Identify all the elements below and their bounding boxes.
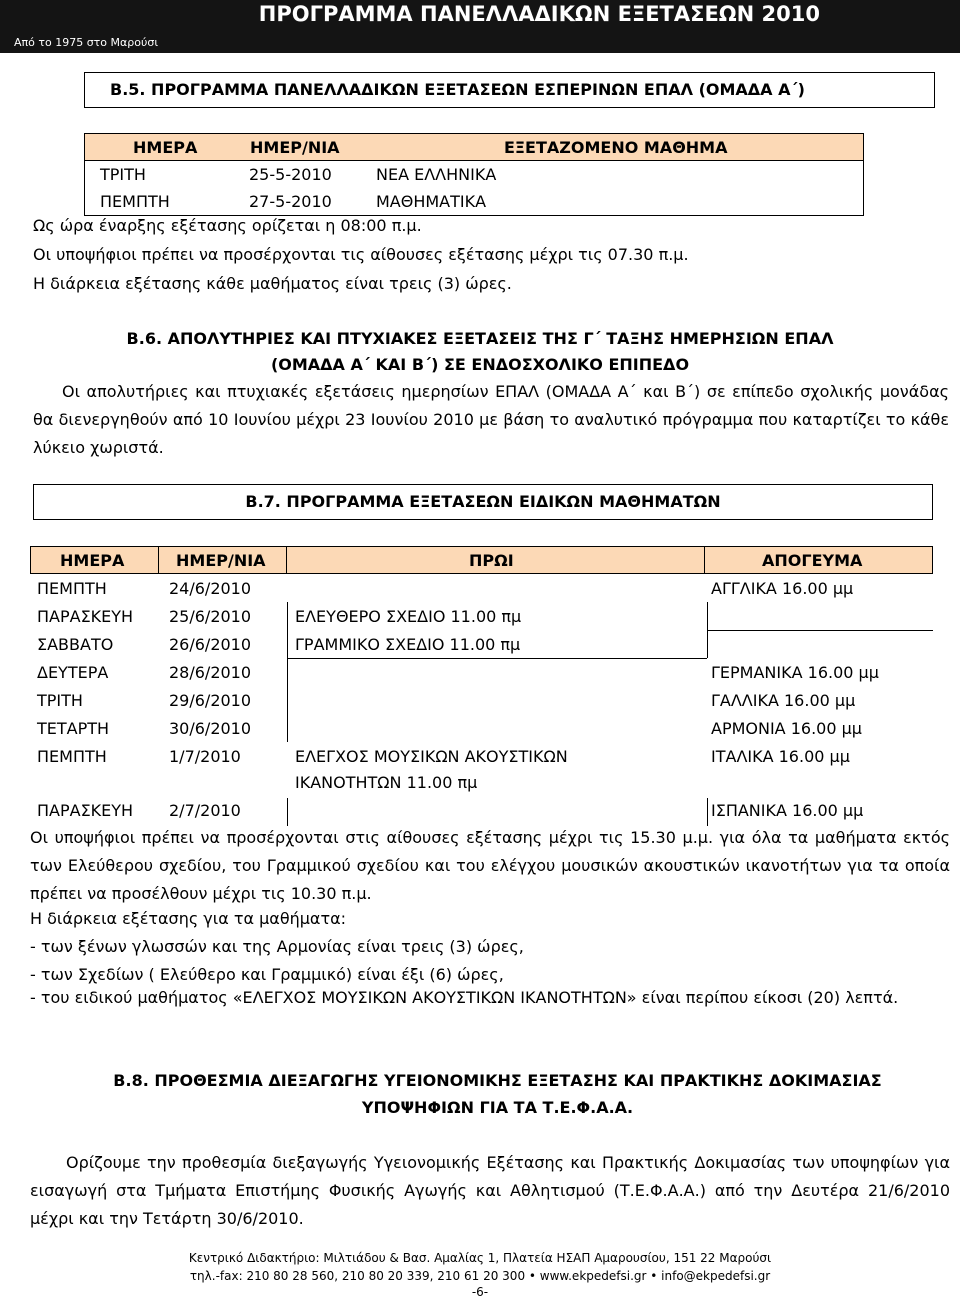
- b7-col-day: ΗΜΕΡΑ: [60, 551, 125, 570]
- footer-address: Κεντρικό Διδακτήριο: Μιλτιάδου & Βασ. Αμαλίας 1, Πλατεία ΗΣΑΠ Αμαρουσίου, 151 22 Μαρούσι: [188, 1251, 772, 1265]
- grid-line: [707, 630, 933, 631]
- grid-line: [287, 602, 288, 658]
- b5-table-body: ΤΡΙΤΗ 25-5-2010 ΝΕΑ ΕΛΛΗΝΙΚΑ ΠΕΜΠΤΗ 27-5-2010 ΜΑΘΗΜΑΤΙΚΑ: [84, 161, 864, 216]
- grid-line: [707, 798, 708, 826]
- b5-note-duration: Η διάρκεια εξέτασης κάθε μαθήματος είναι τρεις (3) ώρες.: [33, 274, 512, 293]
- section-b7-title: Β.7. ΠΡΟΓΡΑΜΜΑ ΕΞΕΤΑΣΕΩΝ ΕΙΔΙΚΩΝ ΜΑΘΗΜΑΤΩΝ: [33, 484, 933, 520]
- section-b6-title-line1: Β.6. ΑΠΟΛΥΤΗΡΙΕΣ ΚΑΙ ΠΤΥΧΙΑΚΕΣ ΕΞΕΤΑΣΕΙΣ ΤΗΣ Γ΄ ΤΑΞΗΣ ΗΜΕΡΗΣΙΩΝ ΕΠΑΛ: [126, 329, 834, 348]
- b5-table-header: [84, 133, 864, 161]
- header-tagline: Από το 1975 στο Μαρούσι: [14, 36, 159, 49]
- b7-notes-arrival: Οι υποψήφιοι πρέπει να προσέρχονται στις αίθουσες εξέτασης μέχρι τις 15.30 μ.μ. για όλα τα μαθήματα εκτός των Ελεύθερου σχεδίου, του Γραμμικού σχεδίου και του ελέγχου μουσικών ακουστικών ικανοτήτων για τα οποία πρέπει να προσέλθουν μέχρι τις 10.30 π.μ.: [30, 828, 950, 903]
- b7-duration-music: - του ειδικού μαθήματος «ΕΛΕΓΧΟΣ ΜΟΥΣΙΚΩΝ ΑΚΟΥΣΤΙΚΩΝ ΙΚΑΝΟΤΗΤΩΝ» είναι περίπου είκοσι (20) λεπτά.: [30, 988, 899, 1007]
- grid-line: [158, 546, 159, 574]
- page-header: [0, 0, 960, 53]
- b7-table-header: [30, 546, 933, 574]
- b5-col-day: ΗΜΕΡΑ: [133, 138, 198, 157]
- grid-line: [287, 798, 288, 826]
- page-number: -6-: [471, 1285, 489, 1299]
- b7-duration-drawing: - των Σχεδίων ( Ελεύθερο και Γραμμικό) είναι έξι (6) ώρες,: [30, 965, 504, 984]
- section-b6-title-line2: (ΟΜΑΔΑ Α΄ ΚΑΙ Β΄) ΣΕ ΕΝΔΟΣΧΟΛΙΚΟ ΕΠΙΠΕΔΟ: [270, 355, 690, 374]
- b8-body: Ορίζουμε την προθεσμία διεξαγωγής Υγειονομικής Εξέτασης και Πρακτικής Δοκιμασίας των υποψηφίων για εισαγωγή στα Τμήματα Επιστήμης Φυσικής Αγωγής και Αθλητισμού (Τ.Ε.Φ.Α.Α.) από την Δευτέρα 21/6/2010 μέχρι και την Τετάρτη 30/6/2010.: [30, 1153, 950, 1228]
- footer-contact: τηλ.-fax: 210 80 28 560, 210 80 20 339, 210 61 20 300 • www.ekpedefsi.gr • info@ekpedefsi.gr: [189, 1269, 771, 1283]
- b5-note-arrival: Οι υποψήφιοι πρέπει να προσέρχονται τις αίθουσες εξέτασης μέχρι τις 07.30 π.μ.: [33, 245, 689, 264]
- grid-line: [287, 658, 707, 659]
- grid-line: [286, 546, 287, 574]
- section-b5-title: Β.5. ΠΡΟΓΡΑΜΜΑ ΠΑΝΕΛΛΑΔΙΚΩΝ ΕΞΕΤΑΣΕΩΝ ΕΣΠΕΡΙΝΩΝ ΕΠΑΛ (ΟΜΑΔΑ Α΄): [84, 72, 935, 108]
- b6-body: Οι απολυτήριες και πτυχιακές εξετάσεις ημερησίων ΕΠΑΛ (ΟΜΑΔΑ Α΄ και Β΄) σε επίπεδο σχολικής μονάδας θα διενεργηθούν από 10 Ιουνίου μέχρι 23 Ιουνίου 2010 με βάση το αναλυτικό πρόγραμμα που καταρτίζει το κάθε λύκειο χωριστά.: [33, 382, 949, 457]
- b7-col-afternoon: ΑΠΟΓΕΥΜΑ: [762, 551, 863, 570]
- b7-duration-intro: Η διάρκεια εξέτασης για τα μαθήματα:: [30, 909, 347, 928]
- b7-duration-languages: - των ξένων γλωσσών και της Αρμονίας είναι τρεις (3) ώρες,: [30, 937, 524, 956]
- b7-col-date: ΗΜΕΡ/ΝΙΑ: [176, 551, 266, 570]
- b7-col-morning: ΠΡΩΙ: [469, 551, 514, 570]
- section-b8-title-line2: ΥΠΟΨΗΦΙΩΝ ΓΙΑ ΤΑ Τ.Ε.Φ.Α.Α.: [361, 1098, 634, 1117]
- section-b8-title-line1: Β.8. ΠΡΟΘΕΣΜΙΑ ΔΙΕΞΑΓΩΓΗΣ ΥΓΕΙΟΝΟΜΙΚΗΣ ΕΞΕΤΑΣΗΣ ΚΑΙ ΠΡΑΚΤΙΚΗΣ ΔΟΚΙΜΑΣΙΑΣ: [113, 1071, 882, 1090]
- b5-col-date: ΗΜΕΡ/ΝΙΑ: [250, 138, 340, 157]
- grid-line: [704, 546, 705, 574]
- grid-line: [287, 658, 288, 742]
- b5-col-subject: ΕΞΕΤΑΖΟΜΕΝΟ ΜΑΘΗΜΑ: [504, 138, 728, 157]
- b5-note-start: Ως ώρα έναρξης εξέτασης ορίζεται η 08:00 π.μ.: [33, 216, 422, 235]
- header-title: ΠΡΟΓΡΑΜΜΑ ΠΑΝΕΛΛΑΔΙΚΩΝ ΕΞΕΤΑΣΕΩΝ 2010: [258, 2, 820, 26]
